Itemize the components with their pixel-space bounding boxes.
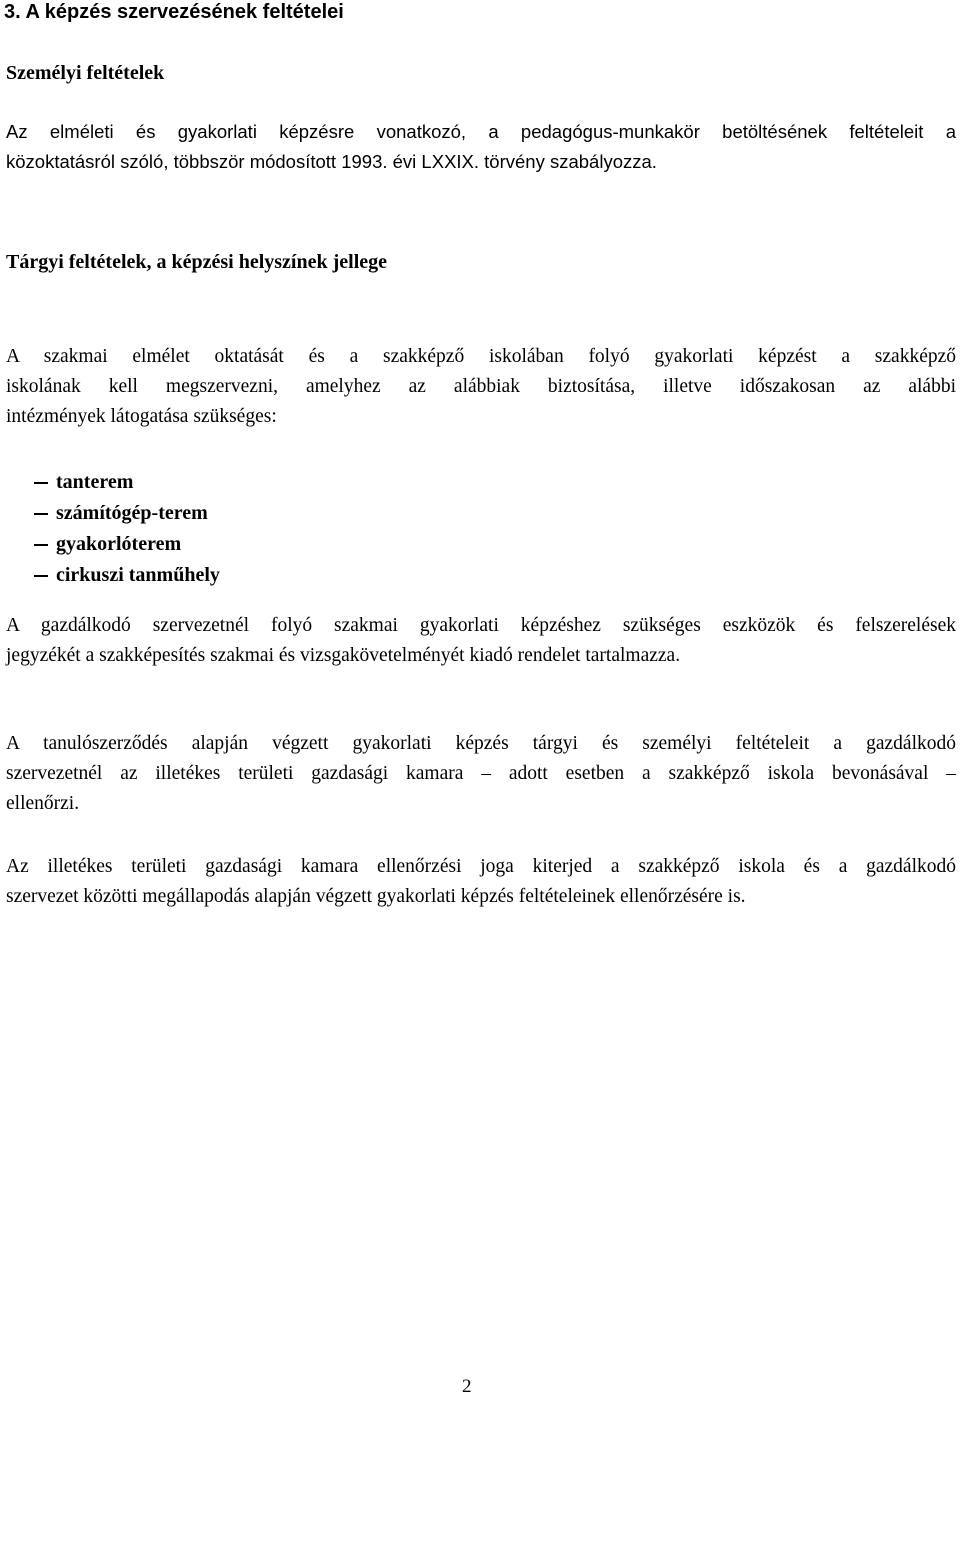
paragraph-line: jegyzékét a szakképesítés szakmai és vizsgakövetelményét kiadó rendelet tartalmazza. — [6, 645, 681, 666]
dash-bullet-icon — [34, 482, 48, 484]
paragraph-line: Az illetékes területi gazdasági kamara ellenőrzési joga kiterjed a szakképző iskola és a gazdálkodó — [6, 856, 956, 877]
dash-bullet-icon — [34, 575, 48, 577]
paragraph-line: Az elméleti és gyakorlati képzésre vonatkozó, a pedagógus-munkakör betöltésének feltételeit a — [6, 121, 956, 142]
paragraph-line: A gazdálkodó szervezetnél folyó szakmai gyakorlati képzéshez szükséges eszközök és felszerelések — [6, 615, 956, 636]
list-item — [34, 560, 220, 591]
paragraph-line: ellenőrzi. — [6, 793, 80, 814]
list-item-label: gyakorlóterem — [56, 533, 182, 555]
section-title: 3. A képzés szervezésének feltételei — [4, 1, 344, 23]
paragraph-line: szervezet közötti megállapodás alapján végzett gyakorlati képzés feltételeinek ellenőrzésére is. — [6, 886, 746, 907]
list-item — [34, 467, 220, 498]
paragraph-line: A tanulószerződés alapján végzett gyakorlati képzés tárgyi és személyi feltételeit a gazdálkodó — [6, 733, 956, 754]
equipment-paragraph — [6, 611, 956, 671]
dash-bullet-icon — [34, 544, 48, 546]
dash-bullet-icon — [34, 513, 48, 515]
list-item-label: számítógép-terem — [56, 502, 208, 524]
paragraph-line: A szakmai elmélet oktatását és a szakképző iskolában folyó gyakorlati képzést a szakképző — [6, 346, 956, 367]
paragraph-line: közoktatásról szóló, többször módosított 1993. évi LXXIX. törvény szabályozza. — [6, 151, 657, 172]
contract-paragraph — [6, 729, 956, 819]
page-number: 2 — [462, 1376, 472, 1397]
list-item — [34, 529, 220, 560]
paragraph-line: intézmények látogatása szükséges: — [6, 406, 277, 427]
material-conditions-title: Tárgyi feltételek, a képzési helyszínek jellege — [6, 251, 388, 273]
list-item-label: tanterem — [56, 471, 134, 493]
list-item — [34, 498, 220, 529]
personal-conditions-title: Személyi feltételek — [6, 62, 165, 84]
list-item-label: cirkuszi tanműhely — [56, 564, 220, 586]
paragraph-line: szervezetnél az illetékes területi gazdasági kamara – adott esetben a szakképző iskola bevonásával – — [6, 763, 956, 784]
chamber-control-paragraph — [6, 852, 956, 912]
required-facilities-list — [34, 467, 220, 591]
personal-conditions-paragraph — [6, 117, 956, 177]
paragraph-line: iskolának kell megszervezni, amelyhez az alábbiak biztosítása, illetve időszakosan az alábbi — [6, 376, 956, 397]
material-intro-paragraph — [6, 342, 956, 432]
